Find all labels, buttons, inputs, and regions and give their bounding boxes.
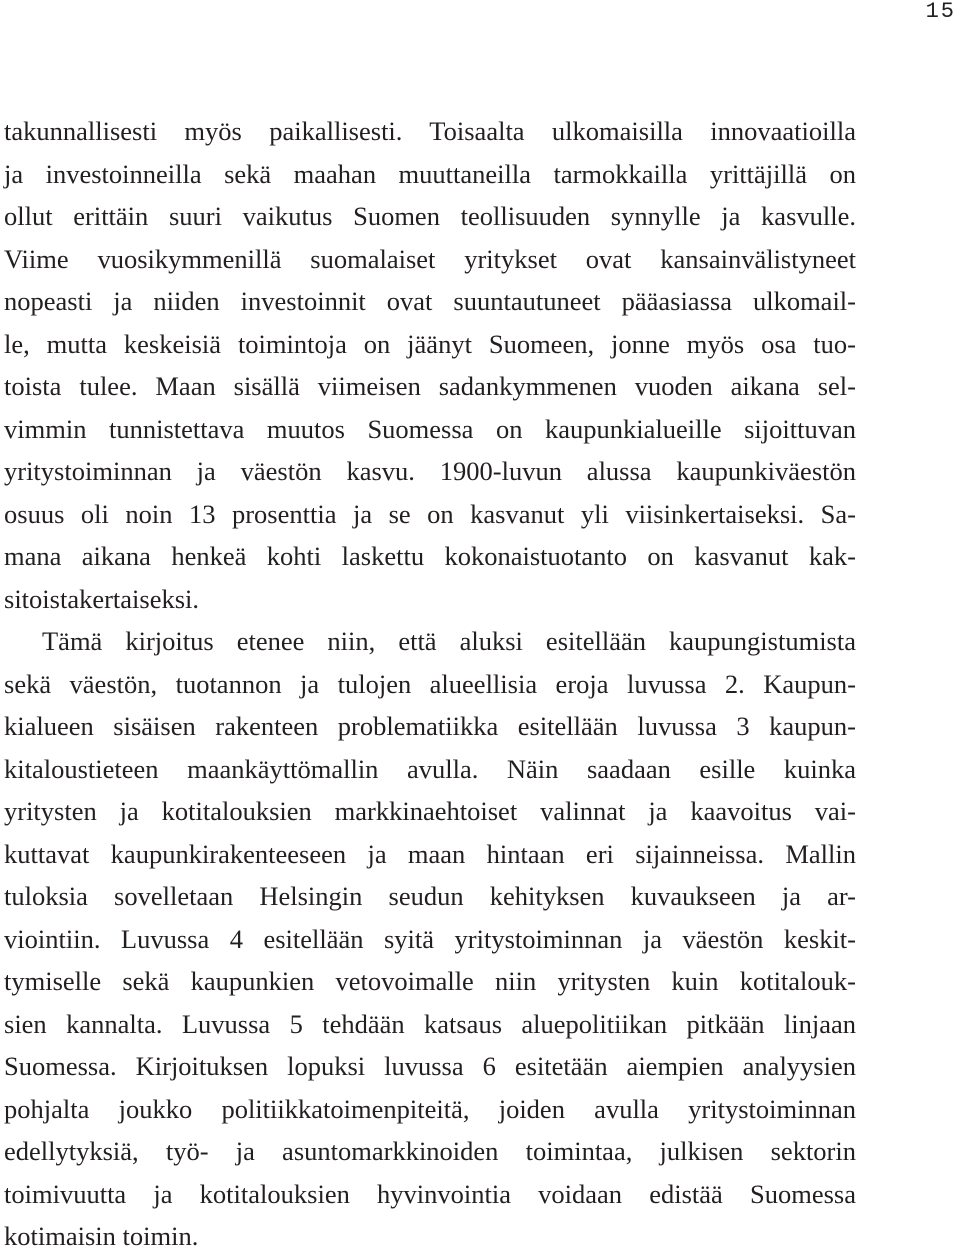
text-line: ja investoinneilla sekä maahan muuttaneilla tarmokkailla yrittäjillä on (4, 158, 856, 189)
page-number: 15 (925, 0, 956, 24)
text-line: kitaloustieteen maankäyttömallin avulla. Näin saadaan esille kuinka (4, 753, 856, 784)
text-line: osuus oli noin 13 prosenttia ja se on kasvanut yli viisinkertaiseksi. Sa- (4, 498, 856, 529)
text-line: takunnallisesti myös paikallisesti. Toisaalta ulkomaisilla innovaatioilla (4, 116, 856, 146)
body-text (4, 110, 856, 1258)
text-line: kuttavat kaupunkirakenteeseen ja maan hintaan eri sijainneissa. Mallin (4, 838, 856, 869)
text-line: Tämä kirjoitus etenee niin, että aluksi esitellään kaupungistumista (42, 626, 856, 656)
text-line: sekä väestön, tuotannon ja tulojen alueellisia eroja luvussa 2. Kaupun- (4, 668, 856, 699)
text-line: kotimaisin toimin. (4, 1221, 199, 1251)
text-line: edellytyksiä, työ- ja asuntomarkkinoiden toimintaa, julkisen sektorin (4, 1136, 856, 1166)
text-line: kialueen sisäisen rakenteen problematiikka esitellään luvussa 3 kaupun- (4, 711, 856, 741)
text-line: pohjalta joukko politiikkatoimenpiteitä, joiden avulla yritystoiminnan (4, 1093, 856, 1124)
text-line: tymiselle sekä kaupunkien vetovoimalle niin yritysten kuin kotitalouk- (4, 966, 856, 996)
text-line: ollut erittäin suuri vaikutus Suomen teollisuuden synnylle ja kasvulle. (4, 201, 856, 231)
text-line: Suomessa. Kirjoituksen lopuksi luvussa 6 esitetään aiempien analyysien (4, 1051, 856, 1081)
text-line: sien kannalta. Luvussa 5 tehdään katsaus aluepolitiikan pitkään linjaan (4, 1008, 856, 1039)
text-line: Viime vuosikymmenillä suomalaiset yritykset ovat kansainvälistyneet (4, 243, 856, 274)
text-line: sitoistakertaiseksi. (4, 583, 200, 614)
text-line: tuloksia sovelletaan Helsingin seudun kehityksen kuvaukseen ja ar- (4, 881, 856, 911)
text-line: nopeasti ja niiden investoinnit ovat suuntautuneet pääasiassa ulkomail- (4, 286, 856, 316)
text-line: toista tulee. Maan sisällä viimeisen sadankymmenen vuoden aikana sel- (4, 371, 856, 401)
text-line: toimivuutta ja kotitalouksien hyvinvointia voidaan edistää Suomessa (4, 1178, 856, 1209)
text-line: le, mutta keskeisiä toimintoja on jäänyt Suomeen, jonne myös osa tuo- (4, 328, 856, 359)
text-line: yritystoiminnan ja väestön kasvu. 1900-luvun alussa kaupunkiväestön (4, 456, 856, 486)
text-line: vimmin tunnistettava muutos Suomessa on kaupunkialueille sijoittuvan (4, 413, 856, 444)
text-line: yritysten ja kotitalouksien markkinaehtoiset valinnat ja kaavoitus vai- (4, 796, 856, 826)
text-line: viointiin. Luvussa 4 esitellään syitä yritystoiminnan ja väestön keskit- (4, 923, 856, 954)
text-line: mana aikana henkeä kohti laskettu kokonaistuotanto on kasvanut kak- (4, 541, 856, 571)
